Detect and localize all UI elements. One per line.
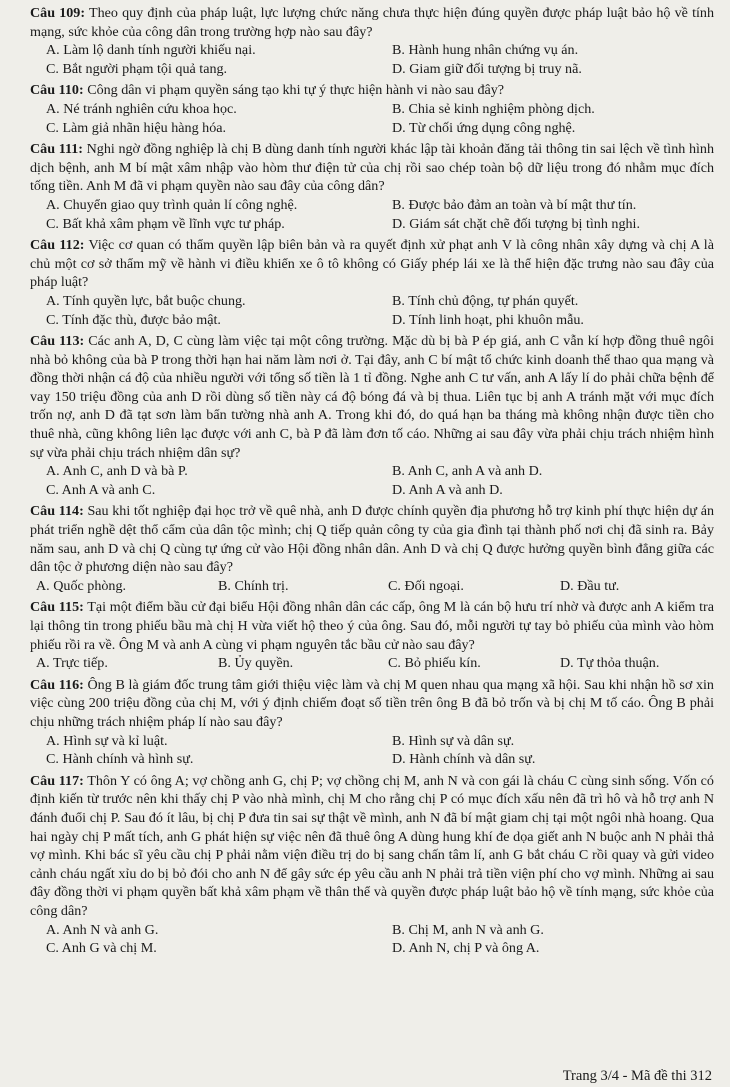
- option-c: C. Tính đặc thù, được bảo mật.: [46, 311, 221, 328]
- question-number: Câu 114:: [30, 503, 84, 520]
- question-number: Câu 115:: [30, 599, 84, 616]
- option-b: B. Chia sẻ kinh nghiệm phòng dịch.: [392, 100, 595, 117]
- question-text: Thôn Y có ông A; vợ chồng anh G, chị P; vợ chồng chị M, anh N và con gái là cháu C cùng sinh sống. Vốn có định kiến từ trước nên khi thấy chị P vào nhà mình, chị M cho rằng chị P có mục đích xấu nên đã trì hô và hỗ trợ anh N đánh đuổi chị P. Sau đó ít lâu, bị chị P đưa tin sai sự thật về mình, anh N đã bí mật giam chị tại một ngôi nhà hoang. Qua hai ngày chị P mất tích, anh G phát hiện sự việc nên đã thuê ông A dùng hung khí đe dọa giết anh N buộc anh N phải thả vợ mình. Khi bác sĩ yêu cầu chị P phải nằm viện điều trị do bị sang chấn tâm lí, anh G bắt cháu C rồi quay và gửi video cảnh cháu ngất xỉu do bị bỏ đói cho anh N để gây sức ép yêu cầu anh N phải trả tiền viện phí cho vợ mình. Những ai sau đây đồng thời vi phạm quyền bất khả xâm phạm về thân thể và quyền được pháp luật bảo hộ về tính mạng, sức khỏe của công dân?: [30, 772, 714, 919]
- question-text: Việc cơ quan có thẩm quyền lập biên bản và ra quyết định xử phạt anh V là công nhân xây dựng và chị A là chủ một cơ sở thẩm mỹ về hành vi điều khiển xe ô tô không có Giấy phép lái xe là thể hiện đặc trưng nào sau đây của pháp luật?: [30, 237, 714, 291]
- option-d: D. Anh N, chị P và ông A.: [392, 940, 540, 957]
- option-c: C. Anh A và anh C.: [46, 481, 156, 498]
- question-text: Nghi ngờ đồng nghiệp là chị B dùng danh tính người khác lập tài khoản đăng tải thông tin sai lệch về tình hình dịch bệnh, anh M bí mật xâm nhập vào hòm thư điện tử của chị rồi sao chép toàn bộ dữ liệu trong đó nhằm mục đích tống tiền. Anh M đã vi phạm quyền nào sau đây của công dân?: [30, 141, 715, 195]
- question-113: [30, 332, 714, 499]
- question-text: Các anh A, D, C cùng làm việc tại một công trường. Mặc dù bị bà P ép giá, anh C vẫn kí hợp đồng thuê ngôi nhà bỏ không của bà P trong thời hạn hai năm làm nơi ở. Tại đây, anh C bí mật tổ chức kinh doanh thể thao qua mạng và đồng thời nhận cá độ của nhiều người với tổng số tiền là 1 tỉ đồng. Nghe anh C tư vấn, anh A lấy lí do phải chữa bệnh để vay 150 triệu đồng của anh D rồi dùng số tiền này cá độ bóng đá và bị thua. Liên tục bị anh A tránh mặt với mục đích trốn nợ, anh D đã tạt sơn làm bẩn tường nhà anh A. Trong khi đó, do quá hạn ba tháng mà không nhận được tiền cho thuê nhà, cũng không liên lạc được với anh C, bà P đã làm đơn tố cáo. Những ai sau đây vừa phải chịu trách nhiệm hình sự vừa phải chịu trách nhiệm dân sự?: [30, 333, 714, 461]
- option-a: A. Anh N và anh G.: [46, 921, 159, 938]
- option-d: D. Giám sát chặt chẽ đối tượng bị tình nghi.: [392, 215, 640, 232]
- question-stem: [30, 140, 714, 196]
- option-a: A. Né tránh nghiên cứu khoa học.: [46, 100, 237, 117]
- question-text: Sau khi tốt nghiệp đại học trở về quê nhà, anh D được chính quyền địa phương hỗ trợ kinh phí thực hiện dự án phát triển nghề dệt thổ cẩm của dân tộc mình; chị Q tiếp quản công ty của gia đình tại thành phố nơi chị đã sinh ra. Bảy năm sau, anh D và chị Q cùng tự ứng cử vào Hội đồng nhân dân. Anh D và chị Q được hưởng quyền bình đẳng giữa các dân tộc ở phương diện nào sau đây?: [30, 503, 715, 576]
- answer-options: [30, 921, 714, 958]
- option-c: C. Anh G và chị M.: [46, 940, 157, 957]
- option-d: D. Tự thỏa thuận.: [560, 655, 660, 672]
- option-b: B. Hình sự và dân sự.: [392, 732, 515, 749]
- option-b: B. Tính chủ động, tự phán quyết.: [392, 292, 579, 309]
- page-footer: Trang 3/4 - Mã đề thi 312: [562, 1068, 712, 1084]
- question-number: Câu 110:: [30, 82, 84, 99]
- question-stem: [30, 4, 714, 41]
- question-116: [30, 676, 714, 769]
- option-b: B. Anh C, anh A và anh D.: [392, 463, 543, 480]
- question-number: Câu 116:: [30, 676, 84, 693]
- option-b: B. Hành hung nhân chứng vụ án.: [392, 42, 579, 59]
- question-text: Tại một điểm bầu cử đại biểu Hội đồng nhân dân các cấp, ông M là cán bộ hưu trí nhờ và được anh A kiểm tra lại thông tin trong phiếu bầu mà chị H vừa viết hộ theo ý của ông. Sau đó, mỗi người tự tay bỏ phiếu của mình vào hòm phiếu rồi ra về. Ông M và anh A cùng vi phạm nguyên tắc bầu cử nào sau đây?: [30, 599, 714, 653]
- question-stem: [30, 676, 714, 732]
- option-a: A. Làm lộ danh tính người khiếu nại.: [46, 42, 256, 59]
- answer-options: [30, 196, 714, 233]
- option-b: B. Được bảo đảm an toàn và bí mật thư tín.: [392, 196, 637, 213]
- answer-options: [30, 462, 714, 499]
- option-d: D. Hành chính và dân sự.: [392, 751, 536, 768]
- option-c: C. Bắt người phạm tội quả tang.: [46, 60, 228, 77]
- option-a: A. Trực tiếp.: [36, 655, 108, 672]
- option-a: A. Quốc phòng.: [36, 577, 127, 594]
- question-109: [30, 4, 714, 78]
- question-stem: [30, 598, 714, 654]
- question-number: Câu 113:: [30, 333, 85, 350]
- question-117: [30, 772, 714, 958]
- answer-options: [30, 100, 714, 137]
- option-a: A. Tính quyền lực, bắt buộc chung.: [46, 292, 246, 309]
- option-d: D. Đầu tư.: [560, 577, 620, 594]
- answer-options: [30, 292, 714, 329]
- option-d: D. Giam giữ đối tượng bị truy nã.: [392, 60, 582, 77]
- question-115: [30, 598, 714, 672]
- question-stem: [30, 772, 714, 921]
- answer-options: [30, 732, 714, 769]
- question-number: Câu 117:: [30, 772, 84, 789]
- question-stem: [30, 236, 714, 292]
- option-a: A. Chuyển giao quy trình quản lí công nghệ.: [46, 196, 298, 213]
- question-number: Câu 109:: [30, 5, 86, 21]
- question-stem: [30, 81, 714, 100]
- option-d: D. Từ chối ứng dụng công nghệ.: [392, 119, 576, 136]
- answer-options: [30, 41, 714, 78]
- answer-options: [30, 654, 714, 673]
- option-b: B. Chị M, anh N và anh G.: [392, 921, 544, 938]
- option-b: B. Ủy quyền.: [218, 655, 294, 672]
- option-c: C. Hành chính và hình sự.: [46, 751, 194, 768]
- question-number: Câu 112:: [30, 237, 85, 254]
- answer-options: [30, 577, 714, 596]
- option-c: C. Bỏ phiếu kín.: [388, 655, 481, 672]
- option-c: C. Đối ngoại.: [388, 577, 464, 594]
- question-text: Ông B là giám đốc trung tâm giới thiệu việc làm và chị M quen nhau qua mạng xã hội. Sau khi nhận hồ sơ xin việc cùng 200 triệu đồng của chị M, với ý định chiếm đoạt số tiền trên ông B đã bỏ trốn và bị chị M tố cáo. Ông B phải chịu những trách nhiệm pháp lí nào sau đây?: [30, 676, 714, 730]
- option-c: C. Bất khả xâm phạm về lĩnh vực tư pháp.: [46, 215, 285, 232]
- question-stem: [30, 502, 714, 576]
- question-number: Câu 111:: [30, 141, 83, 158]
- question-114: [30, 502, 714, 595]
- option-b: B. Chính trị.: [218, 577, 289, 594]
- question-111: [30, 140, 714, 233]
- option-a: A. Anh C, anh D và bà P.: [46, 463, 188, 480]
- option-a: A. Hình sự và kỉ luật.: [46, 732, 168, 749]
- question-text: Công dân vi phạm quyền sáng tạo khi tự ý thực hiện hành vi nào sau đây?: [87, 82, 505, 99]
- option-d: D. Anh A và anh D.: [392, 481, 503, 498]
- question-110: [30, 81, 714, 137]
- option-d: D. Tính linh hoạt, phi khuôn mẫu.: [392, 311, 584, 328]
- question-112: [30, 236, 714, 329]
- option-c: C. Làm giả nhãn hiệu hàng hóa.: [46, 119, 227, 136]
- question-stem: [30, 332, 714, 462]
- question-text: Theo quy định của pháp luật, lực lượng chức năng chưa thực hiện đúng quyền được pháp luật bảo hộ về tính mạng, sức khỏe của công dân trong trường hợp nào sau đây?: [30, 5, 714, 40]
